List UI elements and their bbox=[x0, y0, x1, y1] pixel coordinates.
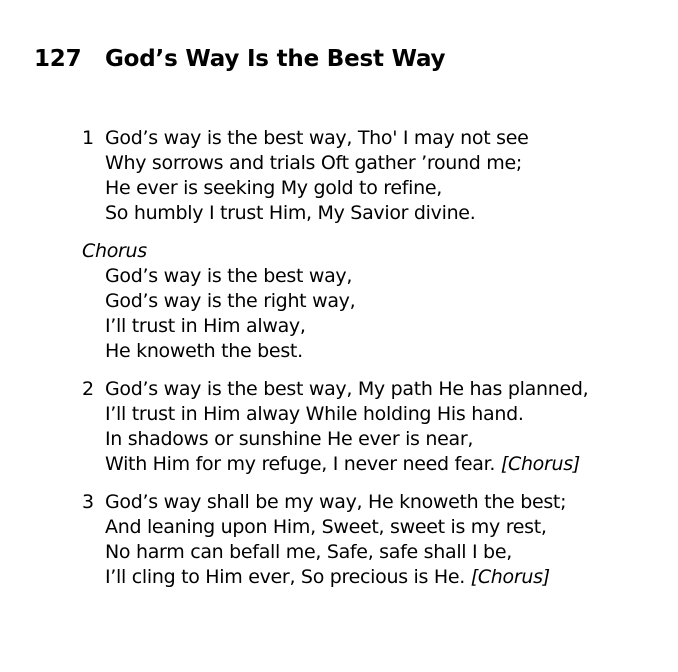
stanza-line-text: I’ll cling to Him ever, So precious is He. bbox=[105, 566, 465, 588]
stanza-line-text: With Him for my refuge, I never need fear. bbox=[105, 453, 496, 475]
stanza-line: He ever is seeking My gold to refine, bbox=[105, 177, 442, 199]
stanza-2 bbox=[82, 377, 588, 477]
chorus-label: Chorus bbox=[82, 240, 147, 262]
chorus-line: God’s way is the best way, bbox=[105, 265, 353, 287]
chorus-reference: [Chorus] bbox=[470, 566, 550, 588]
stanza-line: Why sorrows and trials Oft gather ’round me; bbox=[105, 152, 522, 174]
stanza-line: I’ll trust in Him alway While holding His hand. bbox=[105, 403, 524, 425]
chorus bbox=[82, 239, 355, 364]
stanza-number: 3 bbox=[82, 491, 94, 513]
chorus-line: He knoweth the best. bbox=[105, 340, 303, 362]
stanza-line: So humbly I trust Him, My Savior divine. bbox=[105, 202, 476, 224]
stanza-number: 2 bbox=[82, 378, 94, 400]
hymn-title: God’s Way Is the Best Way bbox=[105, 46, 446, 72]
chorus-line: I’ll trust in Him alway, bbox=[105, 315, 306, 337]
stanza-line: And leaning upon Him, Sweet, sweet is my rest, bbox=[105, 516, 547, 538]
chorus-reference: [Chorus] bbox=[500, 453, 580, 475]
stanza-3 bbox=[82, 490, 566, 590]
stanza-1 bbox=[82, 126, 528, 226]
stanza-line: God’s way is the best way, Tho' I may not see bbox=[105, 127, 529, 149]
hymn-header bbox=[34, 44, 445, 74]
stanza-line: In shadows or sunshine He ever is near, bbox=[105, 428, 474, 450]
stanza-line-with-ref bbox=[105, 565, 566, 590]
chorus-line: God’s way is the right way, bbox=[105, 290, 356, 312]
stanza-line-with-ref bbox=[105, 452, 588, 477]
stanza-number: 1 bbox=[82, 127, 94, 149]
hymn-number: 127 bbox=[34, 46, 82, 72]
stanza-line: God’s way shall be my way, He knoweth the best; bbox=[105, 491, 567, 513]
stanza-line: No harm can befall me, Safe, safe shall I be, bbox=[105, 541, 512, 563]
stanza-line: God’s way is the best way, My path He has planned, bbox=[105, 378, 589, 400]
